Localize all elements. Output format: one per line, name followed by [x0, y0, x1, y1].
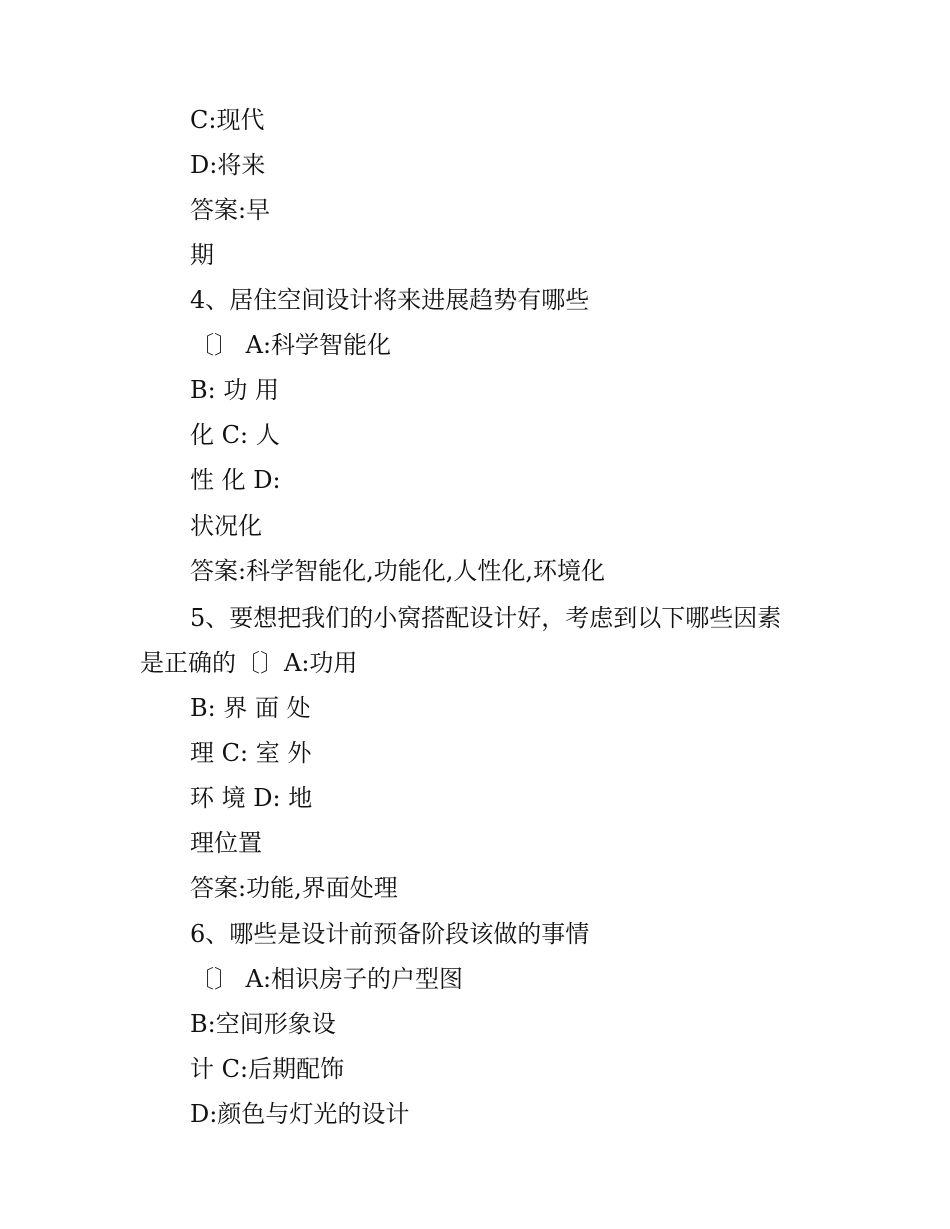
option-line: 理 C: 室 外: [190, 739, 312, 767]
answer-line: 答案:早: [190, 196, 271, 224]
option-line: D:颜色与灯光的设计: [190, 1100, 410, 1128]
option-line: 状况化: [190, 512, 262, 540]
option-line: B:空间形象设: [190, 1010, 336, 1038]
option-line: 环 境 D: 地: [190, 784, 313, 812]
option-line: D:将来: [190, 151, 266, 179]
question-title: 4、居住空间设计将来进展趋势有哪些: [190, 286, 590, 314]
question-title: 6、哪些是设计前预备阶段该做的事情: [190, 920, 590, 948]
option-line: 〔〕 A:相识房子的户型图: [190, 965, 464, 993]
question-title-continued: 是正确的〔〕A:功用: [140, 649, 358, 677]
option-line: B: 界 面 处: [190, 694, 311, 722]
answer-line-continued: 期: [190, 241, 214, 269]
option-line: 性 化 D:: [190, 466, 281, 494]
question-title: 5、要想把我们的小窝搭配设计好，考虑到以下哪些因素: [190, 604, 782, 632]
option-line: C:现代: [190, 106, 265, 134]
option-line: B: 功 用: [190, 376, 279, 404]
option-line: 〔〕 A:科学智能化: [190, 331, 392, 359]
option-line: 计 C:后期配饰: [190, 1055, 345, 1083]
option-line: 化 C: 人: [190, 421, 280, 449]
answer-line: 答案:科学智能化,功能化,人性化,环境化: [190, 557, 605, 585]
option-line: 理位置: [190, 829, 262, 857]
answer-line: 答案:功能,界面处理: [190, 874, 398, 902]
